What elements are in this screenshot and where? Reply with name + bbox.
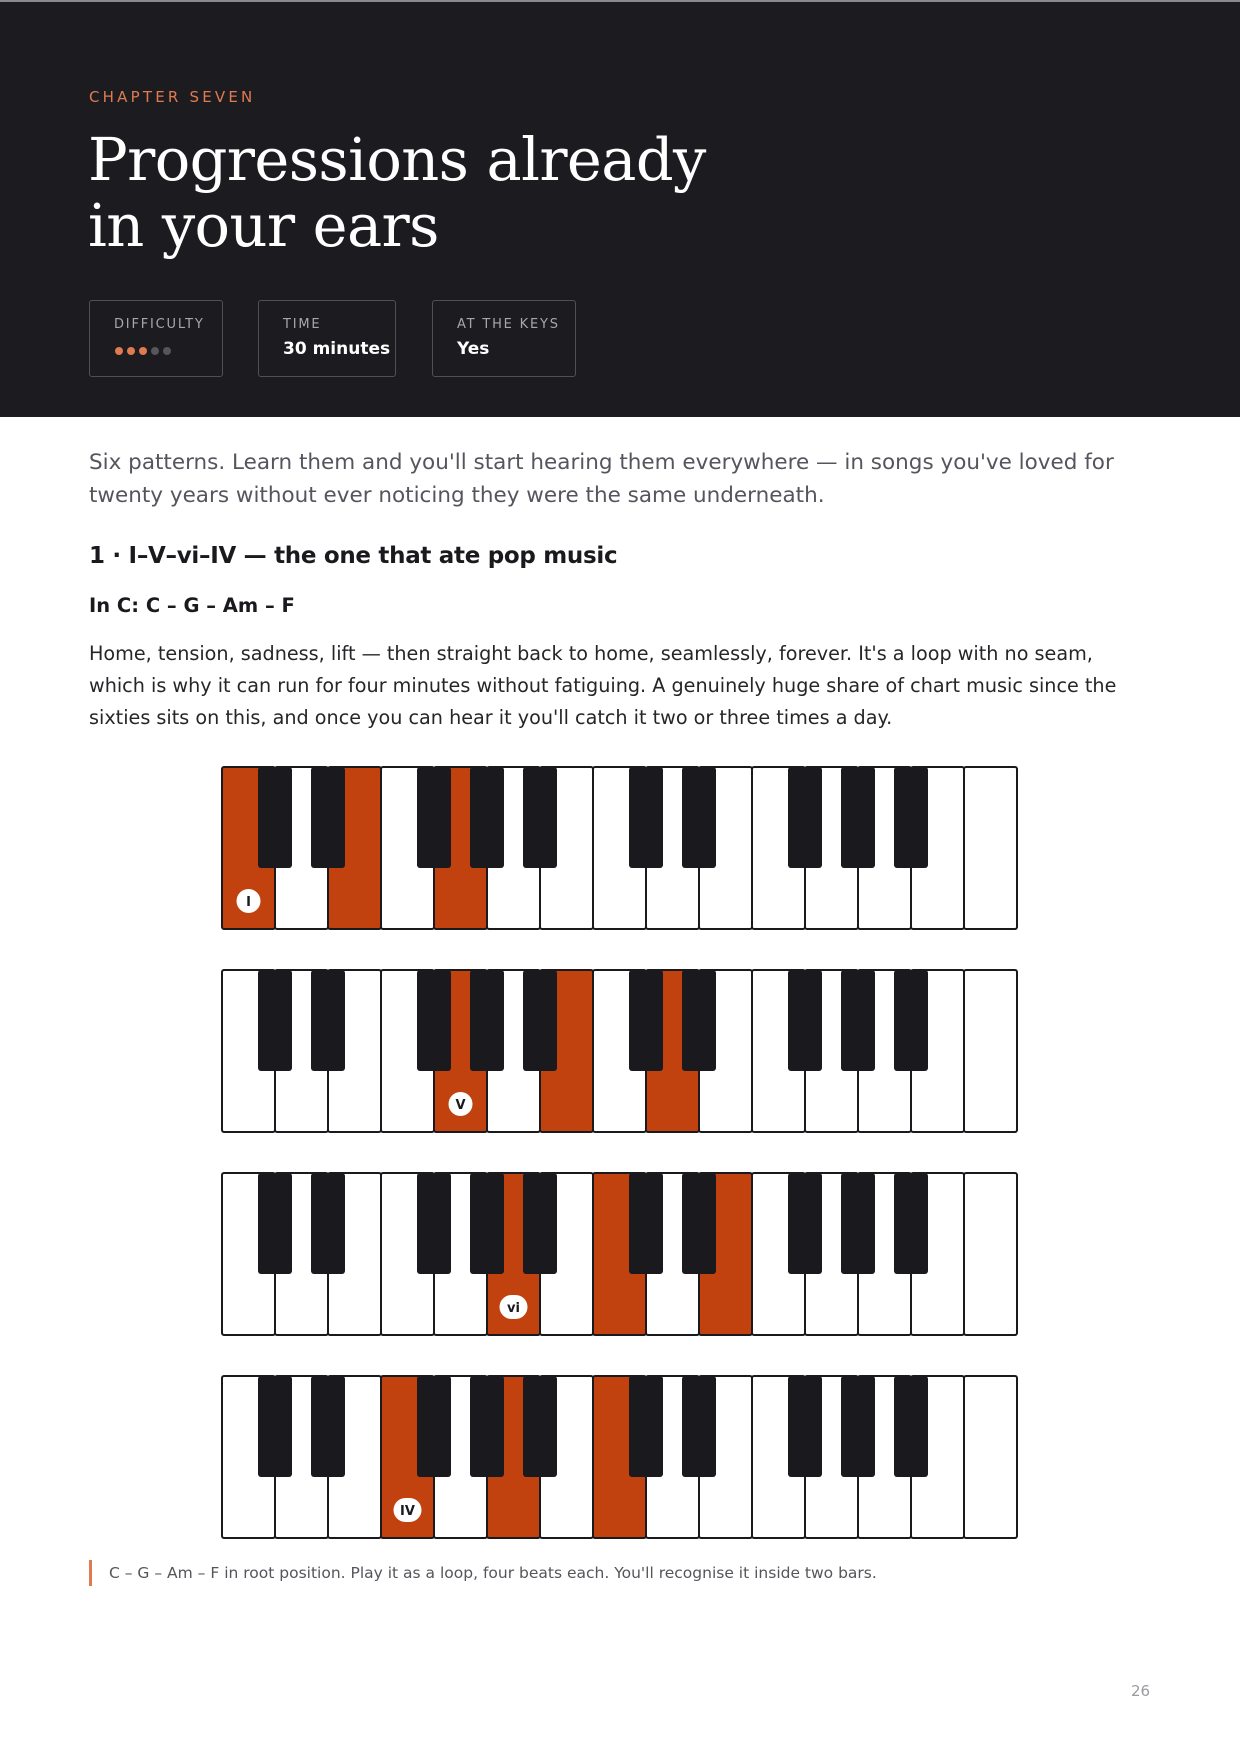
- black-key: [417, 767, 451, 868]
- black-key: [523, 970, 557, 1071]
- chord-label-badge: [237, 889, 261, 913]
- black-key: [258, 1376, 292, 1477]
- black-key: [894, 1173, 928, 1274]
- black-key: [682, 767, 716, 868]
- chord-label: I: [246, 895, 251, 910]
- difficulty-dot-filled: [139, 347, 147, 355]
- keyboard-diagram: [221, 766, 1018, 930]
- black-key: [629, 970, 663, 1071]
- black-key: [841, 1376, 875, 1477]
- black-key: [470, 1173, 504, 1274]
- chapter-title-line-2: in your ears: [88, 191, 439, 260]
- keyboard-diagram: [221, 1375, 1018, 1539]
- intro-paragraph: Six patterns. Learn them and you'll start hearing them everywhere — in songs you've loved for twenty years without ever noticing they were the same underneath.: [89, 450, 1114, 508]
- black-key: [311, 767, 345, 868]
- difficulty-box: [89, 300, 223, 377]
- black-key: [788, 1173, 822, 1274]
- time-box: [258, 300, 396, 377]
- black-key: [470, 767, 504, 868]
- black-key: [682, 1173, 716, 1274]
- difficulty-dot-filled: [127, 347, 135, 355]
- black-key: [417, 970, 451, 1071]
- black-key: [470, 1376, 504, 1477]
- difficulty-dot-empty: [163, 347, 171, 355]
- chapter-header: [0, 0, 1240, 417]
- black-key: [788, 970, 822, 1071]
- chord-label-badge: [449, 1092, 473, 1116]
- page-number: 26: [1131, 1682, 1151, 1700]
- chord-label-badge: [394, 1498, 422, 1522]
- black-key: [788, 767, 822, 868]
- white-key: [964, 1173, 1017, 1335]
- black-key: [258, 970, 292, 1071]
- black-key: [311, 1173, 345, 1274]
- black-key: [523, 1173, 557, 1274]
- black-key: [841, 767, 875, 868]
- white-key: [964, 767, 1017, 929]
- difficulty-rating: [115, 347, 171, 355]
- chapter-eyebrow: CHAPTER SEVEN: [89, 88, 256, 106]
- black-key: [629, 767, 663, 868]
- keys-box: [432, 300, 576, 377]
- chord-label-badge: [500, 1295, 528, 1319]
- black-key: [523, 1376, 557, 1477]
- keyboard-diagram: [221, 1172, 1018, 1336]
- chord-label: vi: [507, 1301, 520, 1316]
- white-key: [964, 970, 1017, 1132]
- black-key: [894, 767, 928, 868]
- black-key: [841, 970, 875, 1071]
- time-label: TIME: [283, 317, 322, 332]
- black-key: [417, 1173, 451, 1274]
- black-key: [523, 767, 557, 868]
- key-line: In C: C – G – Am – F: [89, 594, 295, 617]
- white-key: [964, 1376, 1017, 1538]
- keys-value: Yes: [457, 339, 490, 359]
- keys-label: AT THE KEYS: [457, 317, 560, 332]
- black-key: [682, 1376, 716, 1477]
- black-key: [894, 1376, 928, 1477]
- keyboard-chord-vi: [221, 1172, 1018, 1340]
- difficulty-label: DIFFICULTY: [114, 317, 205, 332]
- black-key: [470, 970, 504, 1071]
- chapter-title: [88, 127, 788, 259]
- chord-label: IV: [400, 1504, 415, 1519]
- section-heading: 1 · I–V–vi–IV — the one that ate pop music: [89, 543, 618, 569]
- black-key: [258, 1173, 292, 1274]
- figure-caption: C – G – Am – F in root position. Play it as a loop, four beats each. You'll recognise it inside two bars.: [89, 1560, 877, 1586]
- black-key: [841, 1173, 875, 1274]
- chord-label: V: [455, 1098, 466, 1113]
- time-value: 30 minutes: [283, 339, 391, 359]
- black-key: [311, 1376, 345, 1477]
- difficulty-dot-empty: [151, 347, 159, 355]
- black-key: [417, 1376, 451, 1477]
- black-key: [682, 970, 716, 1071]
- black-key: [788, 1376, 822, 1477]
- black-key: [894, 970, 928, 1071]
- black-key: [258, 767, 292, 868]
- black-key: [629, 1173, 663, 1274]
- keyboard-chord-V: [221, 969, 1018, 1137]
- keyboard-diagram: [221, 969, 1018, 1133]
- chapter-title-line-1: Progressions already: [88, 125, 706, 194]
- black-key: [629, 1376, 663, 1477]
- keyboard-chord-IV: [221, 1375, 1018, 1543]
- difficulty-dot-filled: [115, 347, 123, 355]
- section-body: Home, tension, sadness, lift — then straight back to home, seamlessly, forever. It's a loop with no seam, which is why it can run for four minutes without fatiguing. A genuinely huge share of chart music since the sixties sits on this, and once you can hear it you'll catch it two or three times a day.: [89, 642, 1117, 729]
- black-key: [311, 970, 345, 1071]
- keyboard-chord-I: [221, 766, 1018, 934]
